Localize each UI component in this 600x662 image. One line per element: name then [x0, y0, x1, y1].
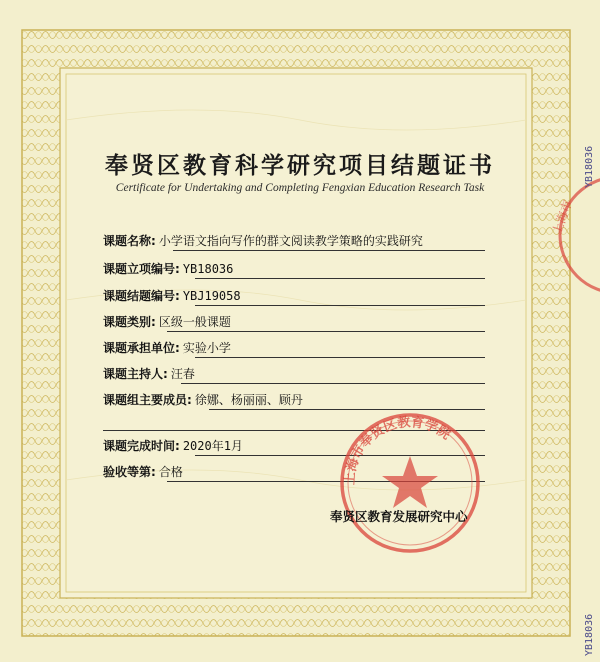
field-label: 验收等第: [103, 465, 156, 479]
svg-text:上海市奉贤区教育学院 [343, 414, 454, 485]
field-value: 实验小学 [182, 341, 231, 355]
field-completion-number [103, 287, 485, 307]
field-value: YBJ19058 [182, 289, 241, 303]
field-organization [103, 339, 485, 359]
field-label: 课题立项编号: [103, 262, 180, 276]
field-label: 课题类别: [103, 315, 156, 329]
field-approval-number [103, 260, 485, 280]
field-label: 课题结题编号: [103, 289, 180, 303]
field-value: 汪春 [170, 367, 195, 381]
field-label: 课题承担单位: [103, 341, 180, 355]
certificate-subtitle: Certificate for Undertaking and Completing Fengxian Education Research Task [115, 182, 485, 194]
seal-text: 上海市奉贤区教育学院 [342, 415, 453, 486]
svg-text:YB18036: YB18036 [584, 145, 595, 188]
side-stamp-bottom [581, 580, 595, 658]
side-stamp-top [581, 110, 595, 190]
field-project-name [103, 232, 485, 252]
field-category [103, 313, 485, 333]
certificate-title: 奉贤区教育科学研究项目结题证书 [105, 152, 495, 179]
field-host [103, 365, 485, 385]
field-value: 合格 [158, 465, 183, 479]
svg-text:YB18036: YB18036 [584, 613, 595, 656]
field-label: 课题主持人: [103, 367, 168, 381]
field-label: 课题名称: [103, 234, 156, 248]
issuer-name: 奉贤区教育发展研究中心 [330, 509, 468, 524]
field-value: 2020年1月 [182, 439, 243, 453]
red-seal-stamp [335, 408, 485, 558]
field-label: 课题完成时间: [103, 439, 180, 453]
svg-text:上海市: 上海市 [549, 198, 576, 237]
field-value: 小学语文指向写作的群文阅读教学策略的实践研究 [158, 234, 423, 248]
field-value: 区级一般课题 [158, 315, 231, 329]
field-value: YB18036 [182, 262, 234, 276]
field-value: 徐娜、杨丽丽、顾丹 [194, 393, 303, 407]
field-label: 课题组主要成员: [103, 393, 192, 407]
